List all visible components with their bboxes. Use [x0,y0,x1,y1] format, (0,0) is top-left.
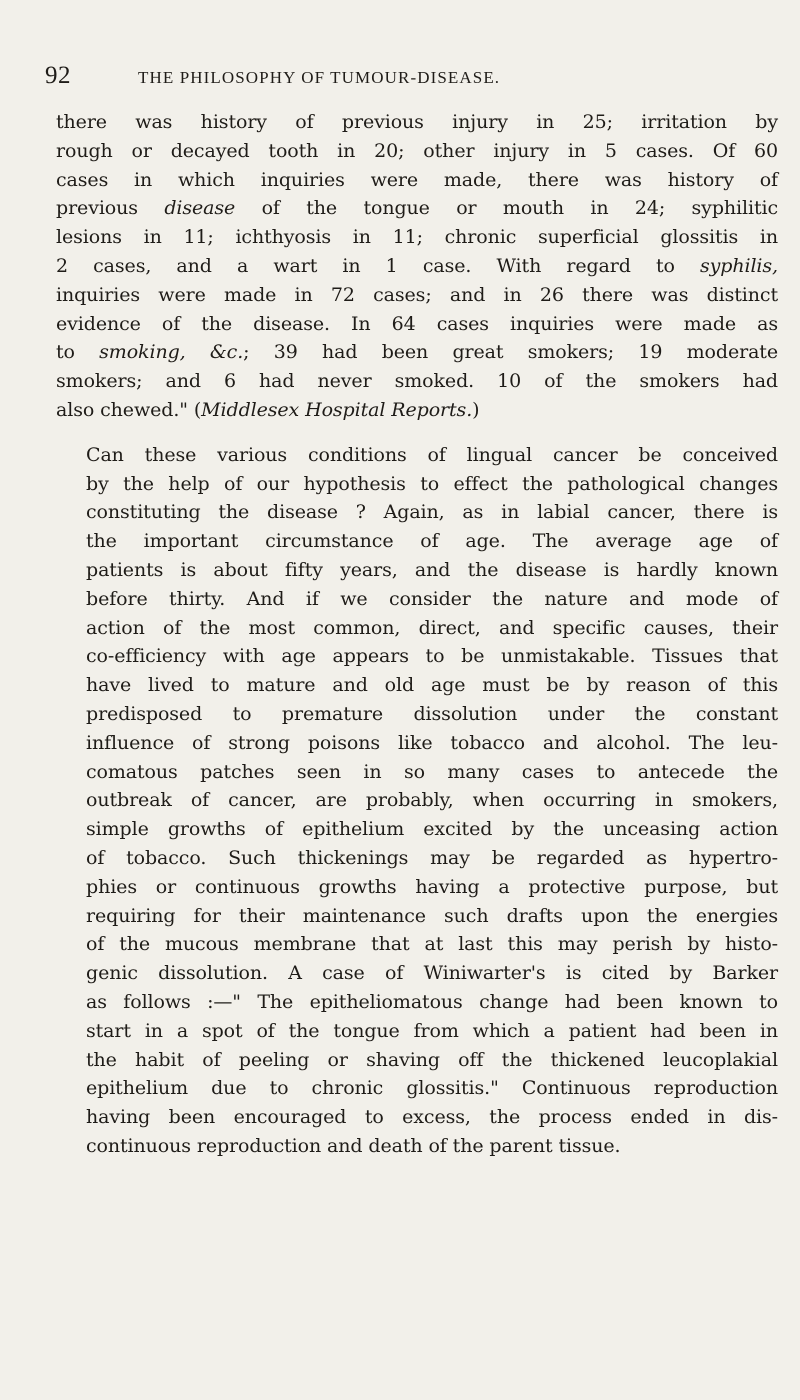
italic-text: smoking, &c. [99,341,244,364]
text-line: there was history of previous injury in 25; irritation by [56,111,778,133]
text-line: before thirty. And if we consider the nature and mode of [86,587,778,610]
text-line [56,252,778,281]
text-line: patients is about fifty years, and the disease is hardly known [86,558,778,581]
text-line: Can these various conditions of lingual cancer be conceived [86,443,778,466]
text-line: requiring for their maintenance such drafts upon the energies [86,904,778,927]
text-run: to [56,341,100,364]
page-number: 92 [45,62,71,89]
text-line: simple growths of epithelium excited by the unceasing action [86,818,778,841]
text-run: of the tongue or mouth in 24; syphilitic [235,197,779,220]
body-text [56,108,778,1161]
text-line: have lived to mature and old age must be by reason of this [86,674,778,697]
text-line: of tobacco. Such thickenings may be regarded as hypertro- [86,846,778,869]
text-line: having been encouraged to excess, the process ended in dis- [86,1106,778,1129]
text-line: continuous reproduction and death of the parent tissue. [86,1134,621,1157]
text-line: genic dissolution. A case of Winiwarter's is cited by Barker [86,962,778,985]
paragraph-2 [56,441,778,1161]
text-line: of the mucous membrane that at last this may perish by histo- [86,933,778,956]
text-line [56,194,778,223]
text-line: outbreak of cancer, are probably, when occurring in smokers, [86,789,778,812]
text-run: previous [56,197,165,220]
text-line: comatous patches seen in so many cases to antecede the [86,760,778,783]
text-line: epithelium due to chronic glossitis." Continuous reproduction [86,1077,778,1100]
text-line: the important circumstance of age. The average age of [86,530,778,553]
text-line: action of the most common, direct, and specific causes, their [86,616,778,639]
text-line: influence of strong poisons like tobacco and alcohol. The leu- [86,731,778,754]
text-line: constituting the disease ? Again, as in labial cancer, there is [86,501,778,524]
text-line: smokers; and 6 had never smoked. 10 of the smokers had [56,370,778,393]
text-line [56,396,778,425]
text-line: evidence of the disease. In 64 cases inquiries were made as [56,312,778,335]
page-header [0,64,800,94]
text-run: ; 39 had been great smokers; 19 moderate [243,341,778,364]
text-line: as follows :—" The epitheliomatous change had been known to [86,990,778,1013]
italic-text: disease [164,197,236,220]
text-line: lesions in 11; ichthyosis in 11; chronic superficial glossitis in [56,226,778,249]
text-line: cases in which inquiries were made, there was history of [56,168,778,191]
text-line [56,338,778,367]
text-line: co-efficiency with age appears to be unmistakable. Tissues that [86,645,778,668]
text-line: rough or decayed tooth in 20; other injury in 5 cases. Of 60 [56,139,778,162]
italic-text: syphilis, [699,254,778,277]
paragraph-1 [56,108,778,425]
text-line: predisposed to premature dissolution under the constant [86,702,778,725]
text-line: by the help of our hypothesis to effect the pathological changes [86,472,778,495]
text-run: also chewed." ( [56,398,202,421]
text-run: ) [472,398,480,421]
text-line: inquiries were made in 72 cases; and in 26 there was distinct [56,283,778,306]
italic-citation: Middlesex Hospital Reports. [201,398,473,421]
running-title: THE PHILOSOPHY OF TUMOUR-DISEASE. [138,68,501,87]
text-line: the habit of peeling or shaving off the thickened leucoplakial [86,1048,778,1071]
text-line: start in a spot of the tongue from which a patient had been in [86,1019,778,1042]
text-line: phies or continuous growths having a protective purpose, but [86,875,778,898]
text-run: 2 cases, and a wart in 1 case. With regard to [56,254,700,277]
